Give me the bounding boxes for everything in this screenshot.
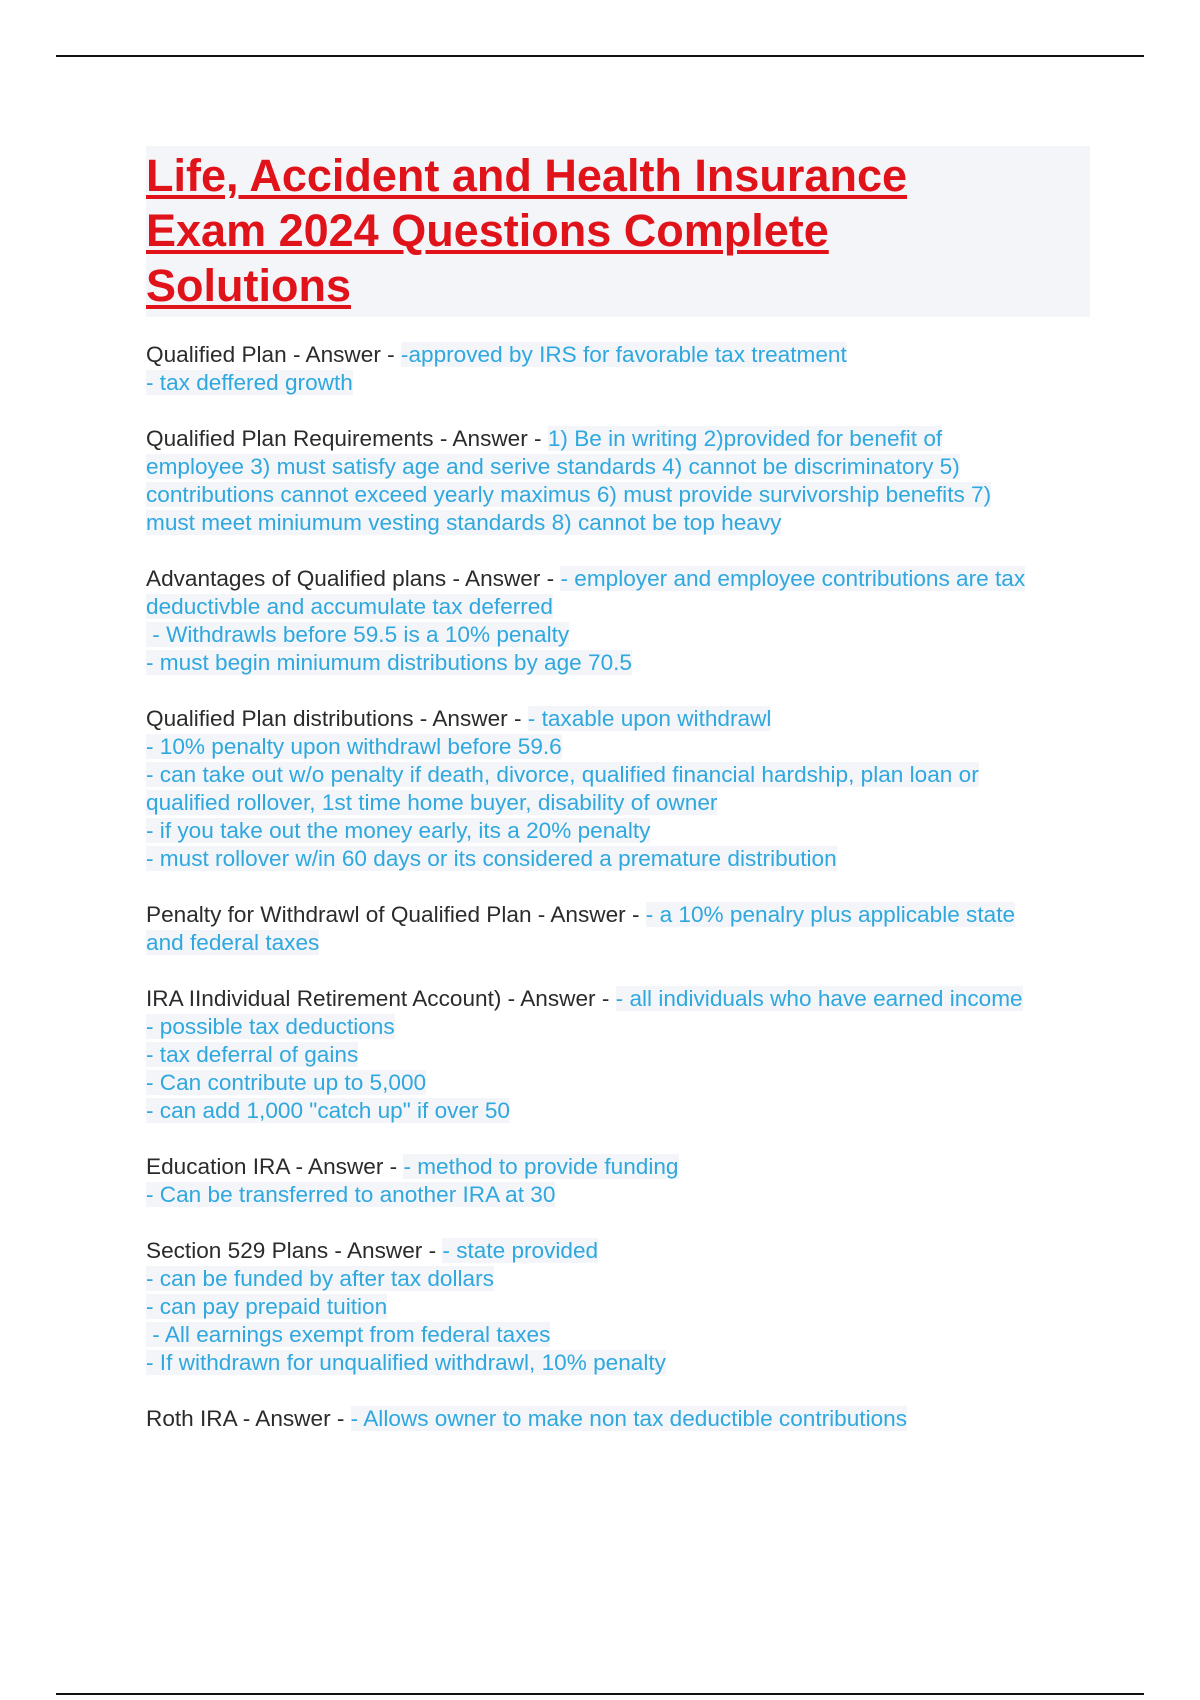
title-line: Life, Accident and Health Insurance: [146, 150, 908, 201]
answer-line: - Withdrawls before 59.5 is a 10% penalty: [146, 622, 570, 647]
qa-item: [146, 565, 1090, 677]
answer-line: - Can contribute up to 5,000: [146, 1070, 427, 1095]
title-block: [146, 146, 1090, 317]
title-line: Exam 2024 Questions Complete: [146, 205, 829, 256]
answer-line: - all individuals who have earned income: [615, 986, 1023, 1011]
qa-item: [146, 705, 1090, 873]
question-text: Advantages of Qualified plans - Answer -: [146, 566, 561, 591]
qa-item: [146, 1153, 1090, 1209]
question-text: Education IRA - Answer -: [146, 1154, 404, 1179]
answer-line: and federal taxes: [146, 930, 320, 955]
qa-item: [146, 1237, 1090, 1377]
qa-item: [146, 901, 1090, 957]
answer-line: employee 3) must satisfy age and serive standards 4) cannot be discriminatory 5): [146, 454, 960, 479]
answer-line: - Can be transferred to another IRA at 30: [146, 1182, 556, 1207]
answer-line: - All earnings exempt from federal taxes: [146, 1322, 551, 1347]
question-text: Qualified Plan Requirements - Answer -: [146, 426, 548, 451]
answer-line: qualified rollover, 1st time home buyer, disability of owner: [146, 790, 718, 815]
answer-line: - can be funded by after tax dollars: [146, 1266, 494, 1291]
qa-item: [146, 341, 1090, 397]
answer-line: - a 10% penalry plus applicable state: [645, 902, 1016, 927]
answer-line: - method to provide funding: [403, 1154, 679, 1179]
answer-line: - can take out w/o penalty if death, divorce, qualified financial hardship, plan loan or: [146, 762, 979, 787]
qa-item: [146, 985, 1090, 1125]
answer-line: - possible tax deductions: [146, 1014, 395, 1039]
title-line: Solutions: [146, 260, 351, 311]
question-text: Penalty for Withdrawl of Qualified Plan - Answer -: [146, 902, 646, 927]
question-text: Roth IRA - Answer -: [146, 1406, 351, 1431]
qa-list: [146, 341, 1090, 1433]
answer-line: 1) Be in writing 2)provided for benefit of: [547, 426, 943, 451]
document-title: [146, 148, 1082, 313]
answer-line: must meet miniumum vesting standards 8) cannot be top heavy: [146, 510, 782, 535]
answer-line: - can pay prepaid tuition: [146, 1294, 388, 1319]
document-body: [146, 146, 1090, 1461]
question-text: Qualified Plan distributions - Answer -: [146, 706, 528, 731]
answer-line: - taxable upon withdrawl: [527, 706, 772, 731]
answer-line: - must rollover w/in 60 days or its considered a premature distribution: [146, 846, 837, 871]
answer-line: - employer and employee contributions are tax: [560, 566, 1026, 591]
answer-line: - Allows owner to make non tax deductible contributions: [350, 1406, 908, 1431]
answer-line: - state provided: [442, 1238, 599, 1263]
answer-line: -approved by IRS for favorable tax treatment: [400, 342, 847, 367]
qa-item: [146, 425, 1090, 537]
answer-line: - tax deffered growth: [146, 370, 353, 395]
header-rule: [56, 55, 1144, 57]
question-text: IRA IIndividual Retirement Account) - Answer -: [146, 986, 616, 1011]
footer-rule: [56, 1693, 1144, 1695]
answer-line: contributions cannot exceed yearly maximus 6) must provide survivorship benefits 7): [146, 482, 992, 507]
question-text: Section 529 Plans - Answer -: [146, 1238, 443, 1263]
qa-item: [146, 1405, 1090, 1433]
question-text: Qualified Plan - Answer -: [146, 342, 401, 367]
answer-line: - 10% penalty upon withdrawl before 59.6: [146, 734, 562, 759]
answer-line: - if you take out the money early, its a 20% penalty: [146, 818, 651, 843]
answer-line: deductivble and accumulate tax deferred: [146, 594, 553, 619]
answer-line: - If withdrawn for unqualified withdrawl, 10% penalty: [146, 1350, 666, 1375]
answer-line: - tax deferral of gains: [146, 1042, 359, 1067]
answer-line: - must begin miniumum distributions by age 70.5: [146, 650, 632, 675]
answer-line: - can add 1,000 "catch up" if over 50: [146, 1098, 510, 1123]
